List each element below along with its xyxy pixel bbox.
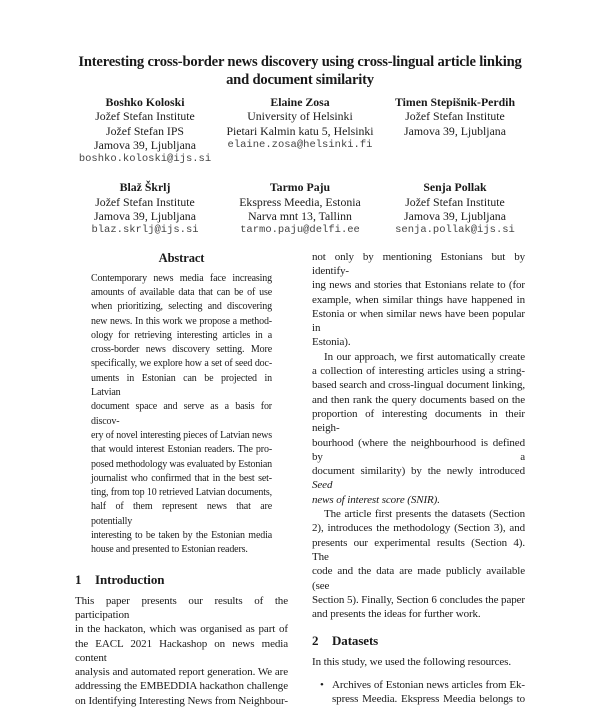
author-affiliation: University of Helsinki	[247, 109, 353, 124]
abstract-text	[91, 272, 272, 558]
right-column	[312, 250, 525, 708]
text-line: addressing the EMBEDDIA hackathon challenge	[75, 680, 288, 693]
text-line: house and presented to Estonian readers.	[91, 544, 248, 556]
author-affiliation: Jožef Stefan Institute	[95, 109, 195, 124]
emphasis: news of interest score (SNIR).	[312, 493, 440, 506]
text-line: 2), introduces the methodology (Section 3), and	[312, 522, 525, 535]
text-line: ting, from top 10 retrieved Latvian documents,	[91, 487, 272, 499]
author-affiliation: Jožef Stefan Institute	[405, 194, 505, 209]
author-block	[223, 180, 378, 237]
paragraph	[75, 594, 288, 708]
author-row	[68, 95, 533, 166]
author-affiliation: Jamova 39, Ljubljana	[94, 137, 196, 152]
text-line: not only by mentioning Estonians but by identify-	[312, 250, 525, 277]
author-name: Senja Pollak	[423, 180, 487, 195]
text-line	[312, 464, 525, 493]
author-affiliation: Jožef Stefan Institute	[405, 109, 505, 124]
text-line: spress Meedia. Ekspress Meedia belongs to	[332, 692, 525, 705]
section-heading: 2 Datasets	[312, 633, 379, 649]
text-line: The article first presents the datasets (Section	[324, 508, 525, 521]
author-affiliation: Ekspress Meedia, Estonia	[239, 194, 361, 209]
author-affiliation: Jamova 39, Ljubljana	[404, 209, 506, 224]
bullet-icon: •	[320, 678, 324, 691]
text-line: Estonia).	[312, 336, 351, 349]
text-line: the EACL 2021 Hackashop on news media content	[75, 637, 288, 664]
text-line: interesting to be taken by the Estonian media	[91, 530, 272, 542]
author-name: Boshko Koloski	[105, 95, 185, 109]
text-line	[312, 493, 525, 507]
list-item	[312, 678, 525, 707]
author-email: blaz.skrlj@ijs.si	[91, 224, 199, 237]
author-block	[378, 180, 533, 237]
emphasis: Seed	[312, 479, 333, 492]
author-email: tarmo.paju@delfi.ee	[240, 224, 360, 237]
author-affiliation: Jamova 39, Ljubljana	[94, 209, 196, 224]
text-line: a collection of interesting articles using a string-	[312, 365, 525, 378]
author-email: elaine.zosa@helsinki.fi	[227, 138, 373, 151]
author-block	[378, 95, 533, 166]
text-line: half of them represent news that are potentially	[91, 501, 272, 527]
author-affiliation: Jožef Stefan IPS	[106, 123, 184, 138]
text-line: and then rank the query documents based on the	[312, 393, 525, 406]
text-line: posed methodology was evaluated by Estonian	[91, 458, 273, 470]
text-line: example, when similar things have happened in	[312, 293, 525, 306]
author-affiliation: Jožef Stefan Institute	[95, 194, 195, 209]
text-line: on Identifying Interesting News from Neighbour-	[75, 694, 288, 707]
text-line: Contemporary news media face increasing	[91, 272, 272, 284]
author-affiliation: Jamova 39, Ljubljana	[404, 123, 506, 138]
paragraph	[312, 350, 525, 507]
paragraph: In this study, we used the following resources.	[312, 656, 511, 669]
paragraph	[312, 250, 525, 350]
author-name: Blaž Škrlj	[119, 180, 171, 195]
text-line: amounts of available data that can be of use	[91, 286, 272, 298]
two-column-body	[0, 250, 600, 708]
section-introduction	[75, 572, 288, 708]
text-line: proportion of interesting documents in their neigh-	[312, 407, 525, 435]
text-line: when prioritizing, selecting and discovering	[91, 301, 272, 313]
text-line: ing news and stories that Estonians relate to (for	[312, 279, 525, 292]
text-line: code and the data are made publicly available (see	[312, 565, 525, 592]
paper-title	[20, 53, 580, 89]
author-email: boshko.koloski@ijs.si	[78, 153, 212, 166]
paragraph	[312, 507, 525, 621]
author-name: Timen Stepišnik-Perdih	[394, 95, 516, 109]
text-line: ology for retrieving interesting articles in a	[91, 329, 272, 341]
title-line: and document similarity	[226, 72, 374, 88]
author-affiliation: Pietari Kalmin katu 5, Helsinki	[226, 123, 374, 138]
text-line: and presents the ideas for further work.	[312, 608, 481, 621]
text-line: In our approach, we first automatically create	[324, 350, 525, 363]
title-line: Interesting cross-border news discovery using cross-lingual article linking	[78, 54, 522, 70]
text-line: journalist who confirmed that in the best set-	[91, 472, 272, 484]
text-line: This paper presents our results of the participation	[75, 594, 288, 621]
author-name: Elaine Zosa	[270, 95, 330, 109]
text-line: bourhood (where the neighbourhood is defined by a	[312, 436, 525, 463]
author-block	[68, 180, 223, 237]
text-line: new news. In this work we propose a method-	[91, 315, 272, 327]
text-line: Section 5). Finally, Section 6 concludes the paper	[312, 593, 525, 606]
text-line: Archives of Estonian news articles from Ek-	[332, 678, 525, 691]
text-line: cross-border news discovery setting. More	[91, 344, 272, 356]
text-line: specifically, we explore how a set of seed doc-	[91, 358, 272, 370]
text-line: document similarity) by the newly introduced	[312, 465, 525, 478]
author-name: Tarmo Paju	[269, 180, 331, 195]
text-line: analysis and automated report generation. We are	[75, 666, 288, 679]
text-line: presents our experimental results (Section 4). The	[312, 536, 525, 563]
author-email: senja.pollak@ijs.si	[395, 224, 515, 237]
left-column	[75, 250, 288, 708]
text-line: Estonia or when similar news have been popular in	[312, 307, 525, 335]
section-heading: 1 Introduction	[75, 571, 165, 587]
text-line: in the hackaton, which was organised as part of	[75, 623, 288, 636]
abstract-heading: Abstract	[158, 250, 205, 265]
text-line: that would interest Estonian readers. The pro-	[91, 444, 272, 456]
text-line: uments in Estonian can be projected in Latvian	[91, 372, 272, 399]
author-block	[68, 95, 223, 166]
author-affiliation: Narva mnt 13, Tallinn	[248, 209, 352, 224]
text-line: document space and serve as a basis for discov-	[91, 401, 272, 427]
text-line: based search and cross-lingual document linking,	[312, 379, 525, 392]
author-block	[223, 95, 378, 166]
text-line: ery of novel interesting pieces of Latvian news	[91, 429, 272, 441]
author-row	[68, 180, 533, 237]
